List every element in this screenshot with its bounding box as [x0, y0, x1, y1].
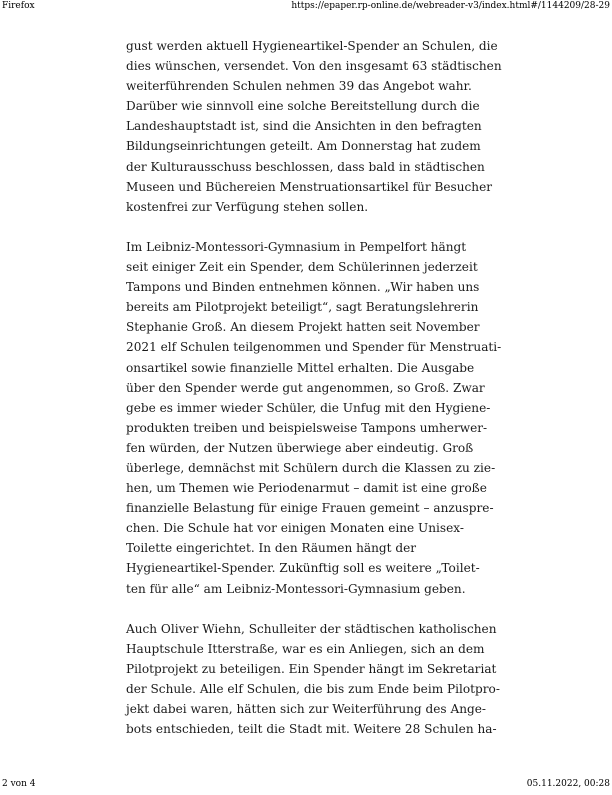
text-line: finanzielle Belastung für einige Frauen gemeint – anzuspre-: [126, 501, 494, 516]
text-line: gust werden aktuell Hygieneartikel-Spender an Schulen, die: [126, 39, 498, 53]
text-line: Bildungseinrichtungen geteilt. Am Donnerstag hat zudem: [126, 139, 481, 154]
text-line: Museen und Büchereien Menstruationsartikel für Besucher: [126, 179, 493, 194]
text-line: Im Leibniz-Montessori-Gymnasium in Pempelfort hängt: [126, 239, 467, 254]
text-line: Auch Oliver Wiehn, Schulleiter der städtischen katholischen: [126, 621, 497, 636]
text-line: chen. Die Schule hat vor einigen Monaten eine Unisex-: [126, 521, 464, 536]
text-line: bereits am Pilotprojekt beteiligt“, sagt Beratungslehrerin: [126, 300, 479, 315]
paragraph-2: [126, 237, 502, 599]
article-body: [126, 36, 502, 759]
text-line: Tampons und Binden entnehmen können. „Wir haben uns: [126, 280, 480, 295]
text-line: kostenfrei zur Verfügung stehen sollen.: [126, 199, 369, 214]
text-line: Hauptschule Itterstraße, war es ein Anliegen, sich an dem: [126, 641, 485, 656]
text-line: produkten treiben und beispielsweise Tampons umherwer-: [126, 420, 488, 435]
text-line: weiterführenden Schulen nehmen 39 das Angebot wahr.: [126, 79, 472, 94]
text-line: Toilette eingerichtet. In den Räumen hängt der: [126, 541, 417, 556]
text-line: ten für alle“ am Leibniz-Montessori-Gymnasium geben.: [126, 581, 466, 596]
print-datetime: 05.11.2022, 00:28: [526, 779, 610, 789]
text-line: der Kulturausschuss beschlossen, dass bald in städtischen: [126, 159, 485, 174]
text-line: jekt dabei waren, hätten sich zur Weiterführung des Ange-: [126, 702, 486, 717]
text-line: bots entschieden, teilt die Stadt mit. Weitere 28 Schulen ha-: [126, 722, 497, 737]
text-line: überlege, demnächst mit Schülern durch die Klassen zu zie-: [126, 460, 496, 475]
text-line: gebe es immer wieder Schüler, die Unfug mit den Hygiene-: [126, 400, 491, 415]
page-url: https://epaper.rp-online.de/webreader-v3/index.html#/1144209/28-29: [291, 1, 610, 11]
paragraph-3: [126, 619, 498, 740]
text-line: Pilotprojekt zu beteiligen. Ein Spender hängt im Sekretariat: [126, 661, 497, 676]
text-line: fen würden, der Nutzen überwiege aber eindeutig. Groß: [126, 440, 474, 455]
text-line: dies wünschen, versendet. Von den insgesamt 63 städtischen: [126, 59, 502, 74]
text-line: 2021 elf Schulen teilgenommen und Spender für Menstruati-: [126, 340, 502, 355]
text-line: Landeshauptstadt ist, sind die Ansichten in den befragten: [126, 119, 482, 134]
text-line: seit einiger Zeit ein Spender, dem Schülerinnen jederzeit: [126, 260, 478, 275]
browser-name: Firefox: [2, 1, 35, 11]
text-line: hen, um Themen wie Periodenarmut – damit ist eine große: [126, 481, 487, 496]
paragraph-1: [126, 36, 502, 217]
text-line: onsartikel sowie finanzielle Mittel erhalten. Die Ausgabe: [126, 360, 475, 375]
text-line: Hygieneartikel-Spender. Zukünftig soll es weitere „Toilet-: [126, 561, 480, 576]
print-header: [0, 1, 612, 17]
page-indicator: 2 von 4: [2, 779, 36, 789]
text-line: der Schule. Alle elf Schulen, die bis zum Ende beim Pilotpro-: [126, 682, 500, 696]
text-line: über den Spender werde gut angenommen, so Groß. Zwar: [126, 380, 485, 395]
text-line: Stephanie Groß. An diesem Projekt hatten seit November: [126, 320, 480, 335]
print-footer: [0, 779, 612, 795]
text-line: Darüber wie sinnvoll eine solche Bereitstellung durch die: [126, 99, 480, 114]
